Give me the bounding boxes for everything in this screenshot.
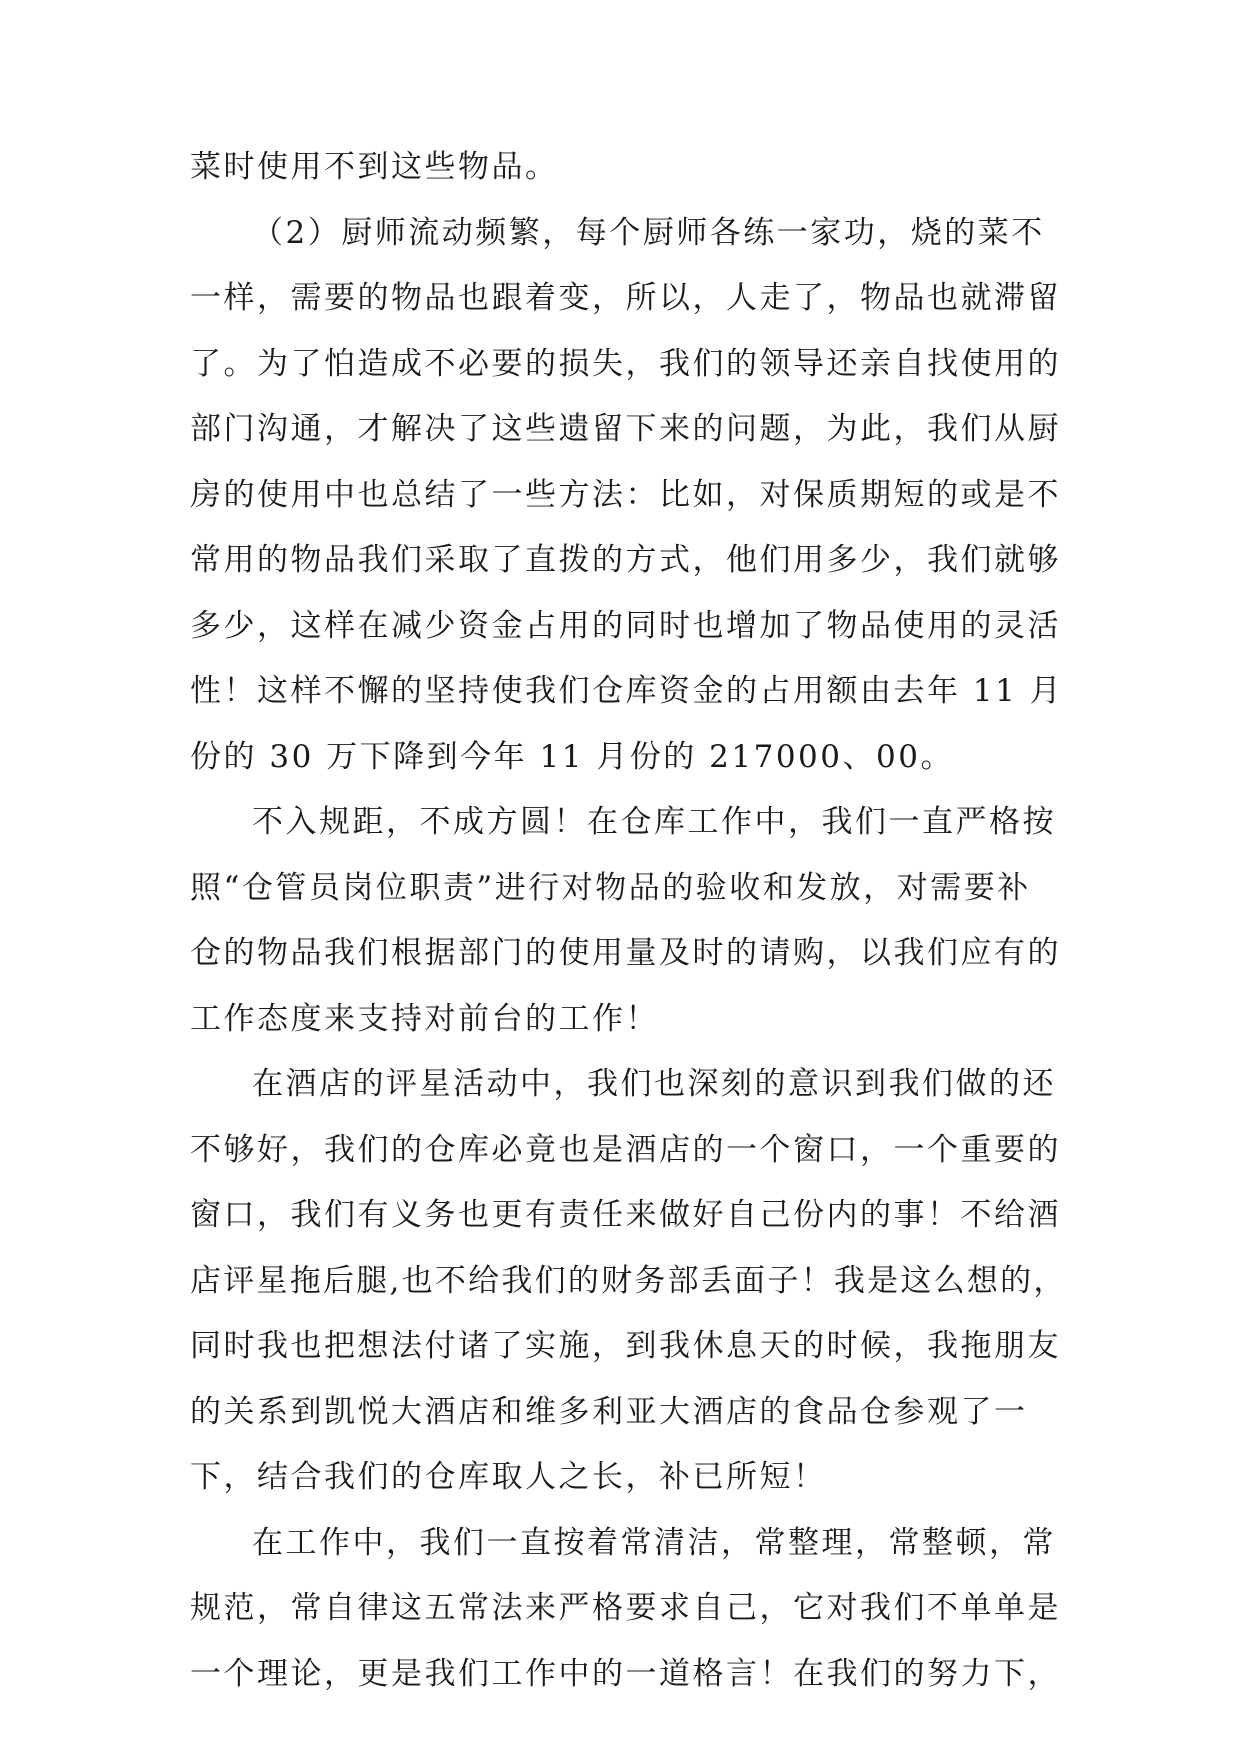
text-line: 下，结合我们的仓库取人之长，补已所短！	[190, 1459, 827, 1495]
text-line: 份的 30 万下降到今年 11 月份的 217000、00。	[190, 738, 954, 775]
text-line: 常用的物品我们采取了直拨的方式，他们用多少，我们就够	[190, 542, 1061, 578]
text-line: 在工作中，我们一直按着常清洁，常整理，常整顿，常	[252, 1524, 1056, 1561]
text-line: 部门沟通，才解决了这些遗留下来的问题，为此，我们从厨	[190, 411, 1061, 447]
text-line: 的关系到凯悦大酒店和维多利亚大酒店的食品仓参观了一	[190, 1393, 1028, 1430]
text-line: 不够好，我们的仓库必竟也是酒店的一个窗口，一个重要的	[190, 1131, 1061, 1168]
text-line: 房的使用中也总结了一些方法：比如，对保质期短的或是不	[190, 476, 1061, 513]
text-line: 菜时使用不到这些物品。	[190, 149, 559, 185]
text-line: 一个理论，更是我们工作中的一道格言！在我们的努力下，	[190, 1655, 1061, 1692]
text-line: 照“仓管员岗位职责”进行对物品的验收和发放，对需要补	[190, 869, 1031, 906]
text-line: 店评星拖后腿,也不给我们的财务部丢面子！我是这么想的，	[190, 1262, 1067, 1299]
text-line: （2）厨师流动频繁，每个厨师各练一家功，烧的菜不	[252, 214, 1045, 251]
text-line: 工作态度来支持对前台的工作！	[190, 1000, 659, 1037]
text-line: 多少，这样在减少资金占用的同时也增加了物品使用的灵活	[190, 607, 1061, 644]
text-line: 同时我也把想法付诸了实施，到我休息天的时候，我拖朋友	[190, 1328, 1061, 1364]
text-line: 性！这样不懈的坚持使我们仓库资金的占用额由去年 11 月	[190, 673, 1064, 709]
text-line: 规范，常自律这五常法来严格要求自己，它对我们不单单是	[190, 1590, 1061, 1626]
text-line: 了。为了怕造成不必要的损失，我们的领导还亲自找使用的	[190, 345, 1061, 382]
text-line: 一样，需要的物品也跟着变，所以，人走了，物品也就滞留	[190, 280, 1061, 316]
text-line: 窗口，我们有义务也更有责任来做好自己份内的事！不给酒	[190, 1197, 1061, 1233]
text-line: 不入规距，不成方圆！在仓库工作中，我们一直严格按	[252, 804, 1056, 840]
text-line: 仓的物品我们根据部门的使用量及时的请购，以我们应有的	[190, 935, 1061, 971]
text-line: 在酒店的评星活动中，我们也深刻的意识到我们做的还	[252, 1066, 1056, 1102]
